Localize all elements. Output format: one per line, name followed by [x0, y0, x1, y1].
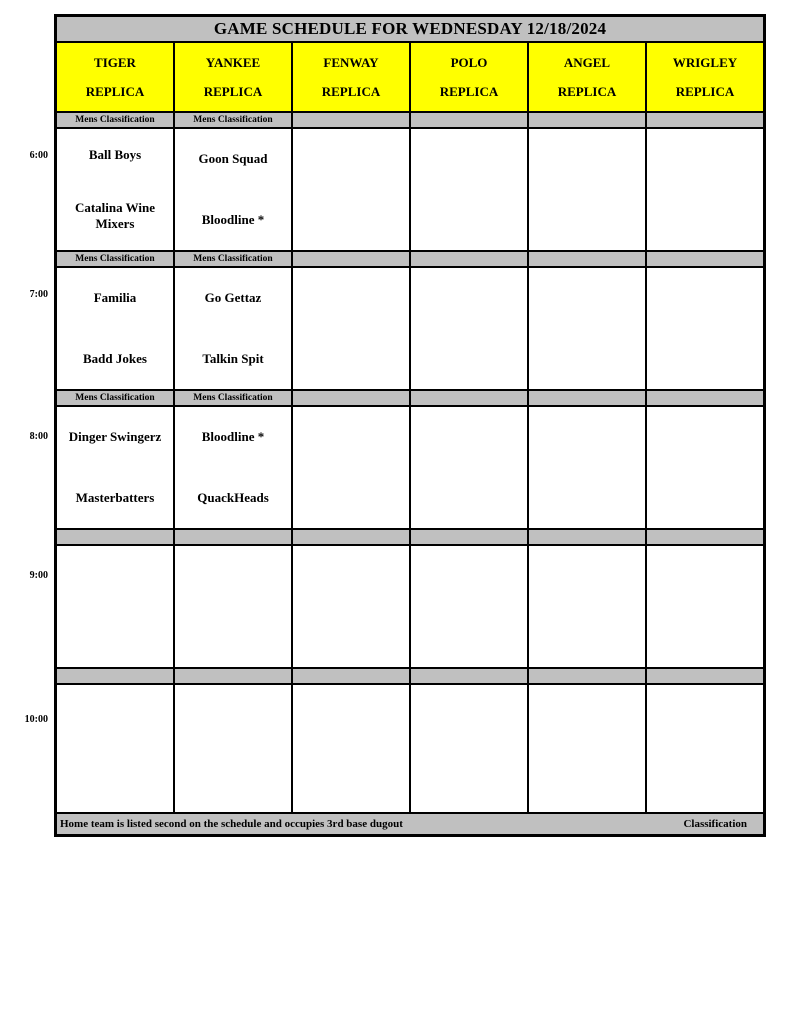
field-name: ANGEL — [563, 54, 611, 70]
home-team: Masterbatters — [75, 489, 155, 505]
game-cell — [293, 129, 409, 250]
game-cell — [57, 407, 173, 528]
game-cell — [175, 546, 291, 667]
game-cell — [411, 407, 527, 528]
classification-bar — [175, 669, 291, 683]
field-name: YANKEE — [205, 54, 261, 70]
classification-bar — [647, 530, 763, 544]
classification-bar: Mens Classification — [175, 113, 291, 127]
game-cell — [529, 546, 645, 667]
classification-bar — [647, 669, 763, 683]
classification-bar — [293, 252, 409, 266]
field-name: TIGER — [94, 54, 136, 70]
home-team: QuackHeads — [197, 489, 269, 505]
home-team: Badd Jokes — [83, 350, 147, 366]
time-label: 7:00 — [29, 289, 48, 300]
field-subname: REPLICA — [675, 83, 735, 99]
time-label: 8:00 — [29, 431, 48, 442]
footer-classification-label: Classification — [683, 818, 747, 830]
game-cell — [529, 268, 645, 389]
game-cell — [411, 129, 527, 250]
classification-bar — [293, 530, 409, 544]
field-header-fenway — [293, 43, 409, 111]
field-header-angel — [529, 43, 645, 111]
game-cell — [293, 407, 409, 528]
game-cell — [293, 685, 409, 812]
visitor-team: Goon Squad — [198, 151, 268, 167]
footer-note: Home team is listed second on the schedule and occupies 3rd base dugout — [60, 818, 403, 830]
game-cell — [647, 685, 763, 812]
game-cell — [647, 129, 763, 250]
classification-bar — [293, 113, 409, 127]
classification-bar — [647, 252, 763, 266]
home-team: Catalina Wine Mixers — [74, 199, 156, 231]
classification-bar — [411, 530, 527, 544]
classification-bar — [57, 669, 173, 683]
game-cell — [57, 685, 173, 812]
footer-bar — [57, 814, 763, 834]
classification-bar — [411, 252, 527, 266]
field-header-yankee — [175, 43, 291, 111]
visitor-team: Ball Boys — [88, 147, 142, 163]
field-subname: REPLICA — [557, 83, 617, 99]
game-cell — [411, 685, 527, 812]
game-cell — [175, 268, 291, 389]
classification-bar — [529, 113, 645, 127]
field-subname: REPLICA — [321, 83, 381, 99]
visitor-team: Go Gettaz — [204, 290, 262, 306]
game-cell — [175, 407, 291, 528]
game-cell — [57, 546, 173, 667]
visitor-team: Familia — [93, 290, 137, 306]
game-cell — [529, 407, 645, 528]
classification-bar: Mens Classification — [175, 252, 291, 266]
game-cell — [57, 268, 173, 389]
game-cell — [411, 268, 527, 389]
classification-bar — [411, 113, 527, 127]
field-subname: REPLICA — [439, 83, 499, 99]
game-cell — [411, 546, 527, 667]
time-label: 9:00 — [29, 570, 48, 581]
game-cell — [175, 685, 291, 812]
classification-bar — [57, 530, 173, 544]
classification-bar — [647, 391, 763, 405]
classification-bar — [175, 530, 291, 544]
classification-bar — [293, 391, 409, 405]
classification-bar — [411, 391, 527, 405]
field-name: FENWAY — [323, 54, 379, 70]
home-team: Bloodline * — [201, 211, 265, 227]
classification-bar — [529, 391, 645, 405]
classification-bar — [293, 669, 409, 683]
field-header-polo — [411, 43, 527, 111]
classification-bar — [647, 113, 763, 127]
field-name: WRIGLEY — [672, 54, 738, 70]
home-team: Talkin Spit — [202, 350, 264, 366]
classification-bar — [529, 669, 645, 683]
game-cell — [647, 407, 763, 528]
field-header-wrigley — [647, 43, 763, 111]
game-cell — [175, 129, 291, 250]
time-label: 10:00 — [24, 714, 48, 725]
visitor-team: Dinger Swingerz — [68, 429, 162, 445]
game-cell — [529, 129, 645, 250]
classification-bar: Mens Classification — [57, 391, 173, 405]
game-cell — [647, 268, 763, 389]
schedule-table — [54, 14, 766, 837]
time-label: 6:00 — [29, 150, 48, 161]
classification-bar: Mens Classification — [175, 391, 291, 405]
classification-bar — [411, 669, 527, 683]
classification-bar — [529, 530, 645, 544]
visitor-team: Bloodline * — [201, 429, 265, 445]
field-subname: REPLICA — [85, 83, 145, 99]
field-subname: REPLICA — [203, 83, 263, 99]
classification-bar — [529, 252, 645, 266]
game-cell — [293, 546, 409, 667]
field-name: POLO — [450, 54, 488, 70]
classification-bar: Mens Classification — [57, 252, 173, 266]
game-cell — [529, 685, 645, 812]
game-cell — [57, 129, 173, 250]
field-header-tiger — [57, 43, 173, 111]
game-cell — [647, 546, 763, 667]
schedule-title: GAME SCHEDULE FOR WEDNESDAY 12/18/2024 — [57, 17, 763, 41]
classification-bar: Mens Classification — [57, 113, 173, 127]
game-cell — [293, 268, 409, 389]
